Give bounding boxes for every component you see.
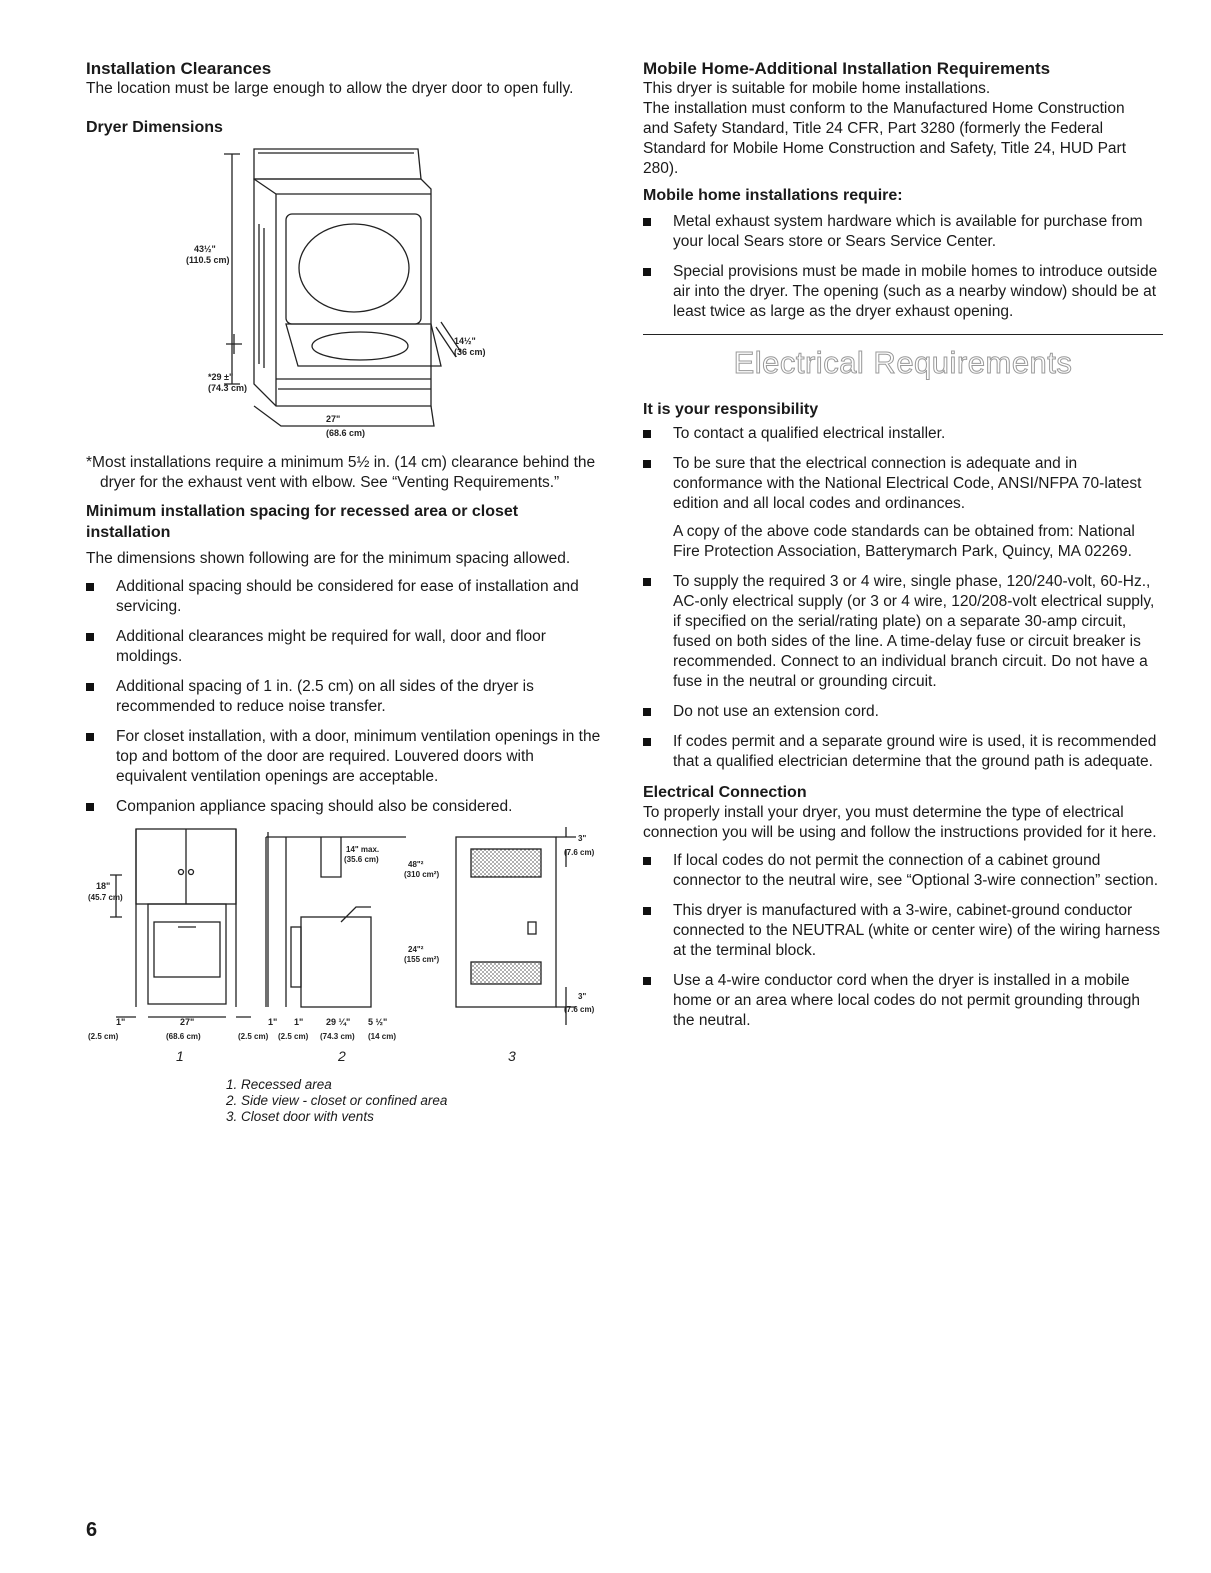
left-column	[86, 58, 606, 1125]
diagram-number-2: 2	[338, 1048, 346, 1064]
height-metric: (110.5 cm)	[186, 255, 230, 265]
page-number: 6	[86, 1519, 98, 1541]
width-27-label: 27"	[180, 1017, 195, 1027]
electrical-connection-bullet: Use a 4-wire conductor cord when the dryer is installed in a mobile home or an area where local codes do not permit grounding through the neutral.	[643, 971, 1163, 1031]
depth-29-label: 29 ¼"	[326, 1017, 351, 1027]
side-view-diagram	[266, 832, 406, 1007]
section-divider	[643, 334, 1163, 335]
electrical-connection-bullets	[643, 851, 1163, 1031]
electrical-requirements-title: Electrical Requirements	[733, 345, 1073, 380]
dryer-dimensions-heading: Dryer Dimensions	[86, 119, 223, 136]
caption-recessed: 1. Recessed area	[226, 1077, 332, 1092]
front-gap-metric: (2.5 cm)	[238, 1032, 269, 1041]
back-gap-label: 5 ½"	[368, 1017, 388, 1027]
mobile-home-p1: This dryer is suitable for mobile home installations.	[643, 80, 991, 97]
width-metric: (68.6 cm)	[326, 428, 366, 438]
closet-door-diagram	[456, 827, 576, 1025]
electrical-connection-heading: Electrical Connection	[643, 784, 807, 801]
responsibility-bullet: Do not use an extension cord.	[643, 702, 1163, 722]
recessed-area-diagram	[110, 829, 251, 1017]
responsibility-bullets	[643, 424, 1163, 772]
door-label: 14½"	[454, 336, 476, 346]
rear-gap-metric: (2.5 cm)	[278, 1032, 309, 1041]
caption-side-view: 2. Side view - closet or confined area	[226, 1093, 448, 1108]
installation-clearances-heading: Installation Clearances	[86, 59, 272, 78]
top-gap-label: 3"	[578, 834, 587, 843]
diagram-number-1: 1	[176, 1048, 184, 1064]
installation-clearances-text: The location must be large enough to allow the dryer door to open fully.	[86, 80, 574, 97]
electrical-connection-intro: To properly install your dryer, you must determine the type of electrical connection you will be using and follow the instructions provided for it here.	[643, 804, 1157, 841]
spacing-bullet-list	[86, 577, 606, 817]
spacing-bullet: Additional spacing should be considered for ease of installation and servicing.	[86, 577, 606, 617]
responsibility-bullet: To contact a qualified electrical installer.	[643, 424, 1163, 444]
shelf-label: 18"	[96, 881, 111, 891]
mobile-home-subheading: Mobile home installations require:	[643, 187, 903, 204]
max-14-label: 14" max.	[346, 845, 380, 854]
mobile-home-bullet: Metal exhaust system hardware which is available for purchase from your local Sears store or Sears Service Center.	[643, 212, 1163, 252]
code-copy-note: A copy of the above code standards can be obtained from: National Fire Protection Association, Batterymarch Park, Quincy, MA 02269.	[673, 523, 1135, 560]
mobile-home-bullets	[643, 212, 1163, 322]
bottom-gap-metric: (7.6 cm)	[564, 1005, 595, 1014]
responsibility-bullet: If codes permit and a separate ground wire is used, it is recommended that a qualified electrician determine that the ground path is adequate.	[643, 732, 1163, 772]
bottom-vent-metric: (155 cm²)	[404, 955, 440, 964]
caption-closet-door: 3. Closet door with vents	[226, 1109, 374, 1124]
spacing-bullet: Additional spacing of 1 in. (2.5 cm) on all sides of the dryer is recommended to reduce noise transfer.	[86, 677, 606, 717]
rear-gap-label: 1"	[294, 1017, 304, 1027]
diagram-number-3: 3	[508, 1048, 516, 1064]
back-gap-metric: (14 cm)	[368, 1032, 397, 1041]
diagram-captions	[226, 1077, 606, 1125]
side-gap-label: 1"	[116, 1017, 126, 1027]
top-vent-metric: (310 cm²)	[404, 870, 440, 879]
spacing-bullet: For closet installation, with a door, minimum ventilation openings in the top and bottom of the door are required. Louvered doors with equivalent ventilation openings are acceptable.	[86, 727, 606, 787]
mobile-home-p2: The installation must conform to the Manufactured Home Construction and Safety Standard, Title 24 CFR, Part 3280 (formerly the Federal Standard for Mobile Home Construction and Safety, Title 24, HUD Part 280).	[643, 100, 1127, 177]
responsibility-heading: It is your responsibility	[643, 401, 819, 418]
door-metric: (36 cm)	[454, 347, 486, 357]
top-gap-metric: (7.6 cm)	[564, 848, 595, 857]
front-gap-label: 1"	[268, 1017, 278, 1027]
dryer-dimensions-diagram	[86, 144, 526, 449]
mobile-home-heading: Mobile Home-Additional Installation Requirements	[643, 59, 1051, 78]
electrical-connection-bullet: If local codes do not permit the connection of a cabinet ground connector to the neutral wire, see “Optional 3-wire connection” section.	[643, 851, 1163, 891]
max-14-metric: (35.6 cm)	[344, 855, 379, 864]
spacing-diagrams	[86, 827, 606, 1067]
spacing-bullet: Additional clearances might be required for wall, door and floor moldings.	[86, 627, 606, 667]
shelf-metric: (45.7 cm)	[88, 893, 123, 902]
depth-label: *29 ±"	[208, 372, 234, 382]
depth-29-metric: (74.3 cm)	[320, 1032, 355, 1041]
clearance-footnote: *Most installations require a minimum 5½ in. (14 cm) clearance behind the dryer for the exhaust vent with elbow. See “Venting Requirements.”	[86, 454, 596, 491]
responsibility-bullet: To supply the required 3 or 4 wire, single phase, 120/240-volt, 60-Hz., AC-only electrical supply (or 3 or 4 wire, 120/208-volt electrical supply, if specified on the serial/rating plate) on a separate 30-amp circuit, fused on both sides of the line. A time-delay fuse or circuit breaker is recommended. Connect to an individual branch circuit. Do not have a fuse in the neutral or grounding circuit.	[643, 572, 1163, 692]
top-vent-label: 48"²	[408, 860, 424, 869]
responsibility-bullet: To be sure that the electrical connection is adequate and in conformance with the National Electrical Code, ANSI/NFPA 70-latest edition and all local codes and ordinances. A copy of the above code standards can be obtained from: National Fire Protection Association, Batterymarch Park, Quincy, MA 02269.	[643, 454, 1163, 562]
width-27-metric: (68.6 cm)	[166, 1032, 201, 1041]
minimum-spacing-intro: The dimensions shown following are for the minimum spacing allowed.	[86, 550, 571, 567]
mobile-home-bullet: Special provisions must be made in mobile homes to introduce outside air into the dryer. The opening (such as a nearby window) should be at least twice as large as the dryer exhaust opening.	[643, 262, 1163, 322]
width-label: 27"	[326, 414, 341, 424]
side-gap-metric: (2.5 cm)	[88, 1032, 119, 1041]
depth-metric: (74.3 cm)	[208, 383, 248, 393]
spacing-bullet: Companion appliance spacing should also be considered.	[86, 797, 606, 817]
right-column	[643, 58, 1163, 1041]
height-label: 43½"	[194, 244, 216, 254]
bottom-gap-label: 3"	[578, 992, 587, 1001]
bottom-vent-label: 24"²	[408, 945, 424, 954]
minimum-spacing-heading: Minimum installation spacing for recessed area or closet installation	[86, 503, 519, 541]
electrical-connection-bullet: This dryer is manufactured with a 3-wire, cabinet-ground conductor connected to the NEUTRAL (white or center wire) of the wiring harness at the terminal block.	[643, 901, 1163, 961]
